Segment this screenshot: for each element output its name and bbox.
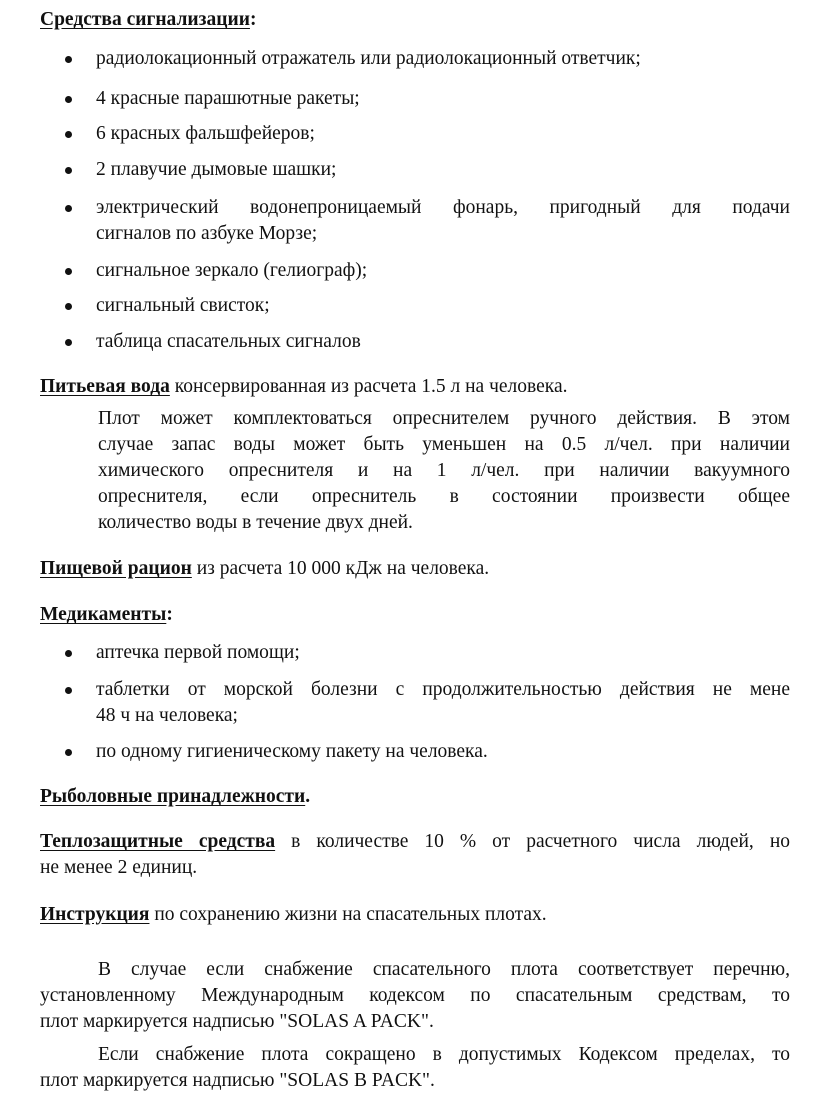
- fishing-heading: Рыболовные принадлежности: [40, 786, 306, 807]
- list-item-text: сигнальный свисток;: [96, 295, 270, 316]
- thermal-line-1: [40, 829, 790, 855]
- paragraph-line: В случае если снабжение спасательного плота соответствует перечню,: [98, 959, 790, 980]
- bullet-icon: [65, 749, 72, 756]
- bullet-icon: [65, 56, 72, 63]
- list-item-text: сигнальное зеркало (гелиограф);: [96, 260, 368, 281]
- bullet-icon: [65, 205, 72, 212]
- list-item-text: аптечка первой помощи;: [96, 642, 300, 663]
- paragraph-line: Если снабжение плота сокращено в допустимых Кодексом пределах, то: [98, 1044, 790, 1065]
- list-item-text: радиолокационный отражатель или радиолокационный ответчик;: [96, 48, 641, 69]
- bullet-icon: [65, 303, 72, 310]
- thermal-line-2: не менее 2 единиц.: [40, 857, 198, 878]
- bullet-icon: [65, 650, 72, 657]
- fishing-line: [40, 784, 310, 810]
- bullet-icon: [65, 339, 72, 346]
- instruction-heading: Инструкция: [40, 904, 150, 925]
- bullet-icon: [65, 96, 72, 103]
- bullet-icon: [65, 268, 72, 275]
- bullet-icon: [65, 131, 72, 138]
- bullet-icon: [65, 687, 72, 694]
- paragraph-line: плот маркируется надписью "SOLAS A PACK".: [40, 1011, 434, 1032]
- list-item-text: электрический водонепроницаемый фонарь, пригодный для подачи: [96, 197, 790, 218]
- thermal-block: [40, 829, 790, 881]
- list-item-text: 6 красных фальшфейеров;: [96, 123, 315, 144]
- medicine-heading-punct: :: [166, 604, 173, 625]
- list-item-text: 48 ч на человека;: [96, 705, 238, 726]
- medicine-heading: Медикаменты: [40, 604, 167, 625]
- list-item-text: 2 плавучие дымовые шашки;: [96, 159, 337, 180]
- food-line: [40, 556, 489, 582]
- fishing-heading-punct: .: [305, 786, 311, 807]
- signaling-heading: Средства сигнализации: [40, 9, 250, 30]
- list-item-text: по одному гигиеническому пакету на человека.: [96, 741, 488, 762]
- list-item-text: таблетки от морской болезни с продолжительностью действия не мене: [96, 679, 790, 700]
- thermal-heading: Теплозащитные средства: [40, 831, 276, 852]
- paragraph-line: установленному Международным кодексом по спасательным средствам, то: [40, 985, 790, 1006]
- water-note: [98, 406, 790, 536]
- instruction-text: по сохранению жизни на спасательных плотах.: [149, 904, 547, 925]
- water-heading: Питьевая вода: [40, 376, 170, 397]
- instruction-line: [40, 902, 547, 928]
- paragraph-solas-a: [40, 957, 790, 1035]
- list-item-text: таблица спасательных сигналов: [96, 331, 361, 352]
- food-text: из расчета 10 000 кДж на человека.: [191, 558, 490, 579]
- signaling-heading-punct: :: [249, 9, 257, 30]
- water-note-line: опреснителя, если опреснитель в состоянии произвести общее: [98, 486, 790, 507]
- list-item-text: сигналов по азбуке Морзе;: [96, 223, 318, 244]
- paragraph-line: плот маркируется надписью "SOLAS B PACK".: [40, 1070, 435, 1091]
- medicine-heading-line: [40, 602, 173, 628]
- signaling-heading-line: [40, 7, 256, 33]
- bullet-icon: [65, 167, 72, 174]
- water-text: консервированная из расчета 1.5 л на человека.: [169, 376, 568, 397]
- water-note-line: Плот может комплектоваться опреснителем ручного действия. В этом: [98, 408, 790, 429]
- thermal-text: в количестве 10 % от расчетного числа людей, но: [275, 831, 790, 852]
- water-note-line: количество воды в течение двух дней.: [98, 512, 413, 533]
- list-item-text: 4 красные парашютные ракеты;: [96, 88, 360, 109]
- food-heading: Пищевой рацион: [40, 558, 192, 579]
- water-note-line: химического опреснителя и на 1 л/чел. при наличии вакуумного: [98, 460, 790, 481]
- water-line: [40, 374, 567, 400]
- paragraph-solas-b: [40, 1042, 790, 1094]
- water-note-line: случае запас воды может быть уменьшен на 0.5 л/чел. при наличии: [98, 434, 790, 455]
